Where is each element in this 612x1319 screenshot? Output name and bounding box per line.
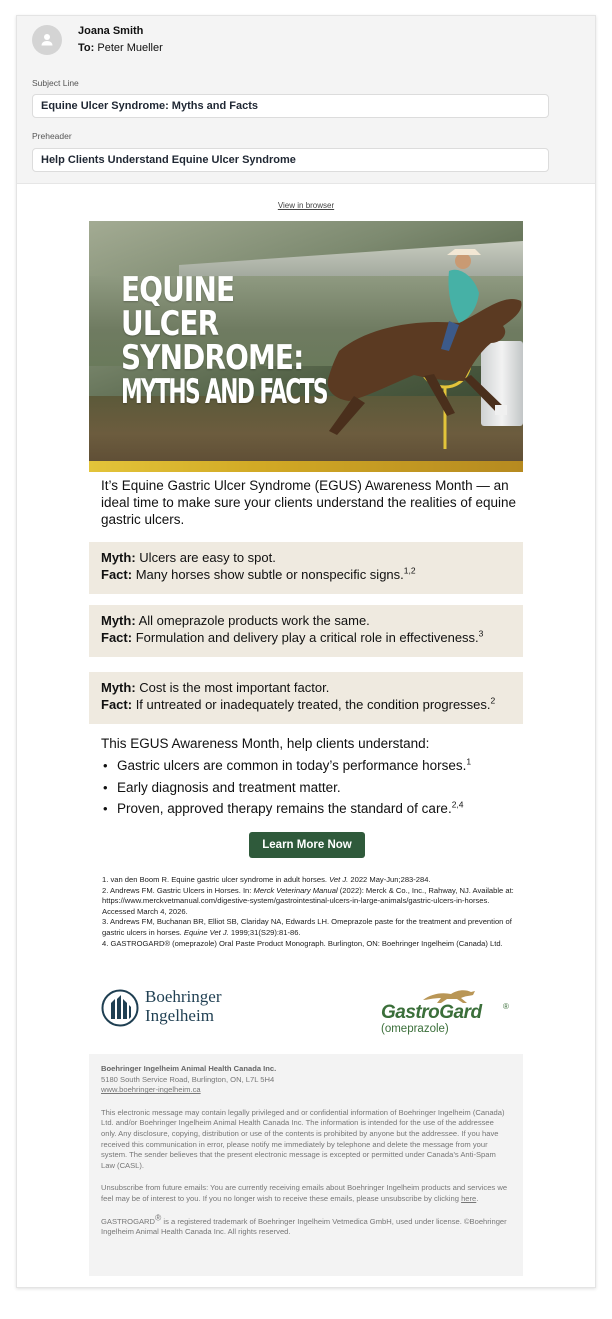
- hero-line-2: ULCER: [121, 304, 219, 344]
- hero-line-4: MYTHS AND FACTS: [121, 372, 327, 412]
- intro-text: It’s Equine Gastric Ulcer Syndrome (EGUS) Awareness Month — an ideal time to make sure your clients understand the realities of equine gastric ulcers.: [101, 478, 516, 527]
- footer-website-link[interactable]: www.boehringer-ingelheim.ca: [101, 1085, 201, 1095]
- subject-field[interactable]: Equine Ulcer Syndrome: Myths and Facts: [32, 94, 549, 118]
- myth-fact-box: Myth: Cost is the most important factor. Fact: If untreated or inadequately treated, the condition progresses.$^2$: [89, 672, 523, 724]
- user-icon: [39, 32, 55, 48]
- myth-fact-box: Myth: All omeprazole products work the same. Fact: Formulation and delivery play a critical role in effectiveness.$^3$: [89, 605, 523, 657]
- email-card: [16, 15, 596, 1288]
- subject-label: Subject Line: [32, 78, 79, 88]
- hero-accent-bar: [89, 461, 523, 472]
- learn-more-button[interactable]: Learn More Now: [249, 832, 365, 858]
- unsubscribe-link[interactable]: here: [461, 1193, 477, 1203]
- hero-title: [121, 270, 385, 412]
- hero-banner: [89, 221, 523, 472]
- boehringer-ingelheim-logo: Boehringer Ingelheim: [101, 987, 241, 1031]
- confidentiality-notice: This electronic message may contain legally privileged and or confidential information of Boehringer Ingelheim (Canada) Ltd. and/or Boehringer Ingelheim Animal Health Canada Inc. The information is intended for the use of the addressee only. Any disclosure, copying, distribution or use of the contents is prohibited by anyone but the addressee. If you have received this communication in error, please notify me immediately by telephone and delete the message from your system. The sender believes that the present electronic message is excepted or permitted under Canada’s Anti-Spam Law (CASL).: [101, 1107, 505, 1170]
- trademark-notice: GASTROGARD® is a registered trademark of Boehringer Ingelheim Vetmedica GmbH, used under license. ©Boehringer Ingelheim Animal Health Canada Inc. All rights reserved.: [101, 1212, 507, 1237]
- preheader-label: Preheader: [32, 131, 72, 141]
- gastrogard-logo: GastroGard ® (omeprazole): [381, 988, 521, 1038]
- hero-line-1: EQUINE: [121, 270, 235, 310]
- footer-company: Boehringer Ingelheim Animal Health Canada Inc.: [101, 1064, 277, 1073]
- email-meta-header: [17, 16, 595, 184]
- footer-address: 5180 South Service Road, Burlington, ON, L7L 5H4: [101, 1074, 275, 1084]
- list-item: • Proven, approved therapy remains the standard of care.$^{2,4}$: [103, 798, 523, 820]
- sender-name: Joana Smith: [78, 25, 144, 37]
- preheader-field[interactable]: Help Clients Understand Equine Ulcer Syndrome: [32, 148, 549, 172]
- list-item: • Early diagnosis and treatment matter.: [103, 777, 523, 799]
- hero-line-3: SYNDROME:: [121, 338, 304, 378]
- list-item: • Gastric ulcers are common in today’s performance horses.$^1$: [103, 755, 523, 777]
- myth-fact-box: Myth: Ulcers are easy to spot. Fact: Many horses show subtle or nonspecific signs.$^{1,2}$: [89, 542, 523, 594]
- email-footer: [89, 1054, 523, 1276]
- to-label: To:: [78, 42, 95, 54]
- sender-avatar: [32, 25, 62, 55]
- awareness-intro: This EGUS Awareness Month, help clients understand:: [101, 736, 430, 751]
- awareness-list: [103, 755, 523, 820]
- boehringer-mark-icon: [101, 989, 139, 1027]
- references: 1. van den Boom R. Equine gastric ulcer syndrome in adult horses. Vet J. 2022 May-Jun;283-284. 2. Andrews FM. Gastric Ulcers in Horses. In: Merck Veterinary Manual (2022): Merck & Co., Inc., Rahway, NJ. Available at: https://www.merckvetmanual.com/digestive-system/gastrointestinal-ulcers-in-large-animals/gastric-ulcers-in-horses. Accessed March 4, 2026. 3. Andrews FM, Buchanan BR, Elliot SB, Clariday NA, Edwards LH. Omeprazole paste for the treatment and prevention of gastric ulcers in horses. Equine Vet J. 1999;31(S29):81-86. 4. GASTROGARD® (omeprazole) Oral Paste Product Monograph. Burlington, ON: Boehringer Ingelheim (Canada) Ltd.: [102, 875, 514, 948]
- unsubscribe-notice: Unsubscribe from future emails: You are currently receiving emails about Boehringer Ingelheim products and services we feel may be of interest to you. If you no longer wish to receive these emails, please unsubscribe by clicking here.: [101, 1183, 508, 1203]
- recipient-name: Peter Mueller: [97, 42, 163, 54]
- view-in-browser-link[interactable]: View in browser: [277, 201, 335, 210]
- recipient-line: [78, 42, 163, 54]
